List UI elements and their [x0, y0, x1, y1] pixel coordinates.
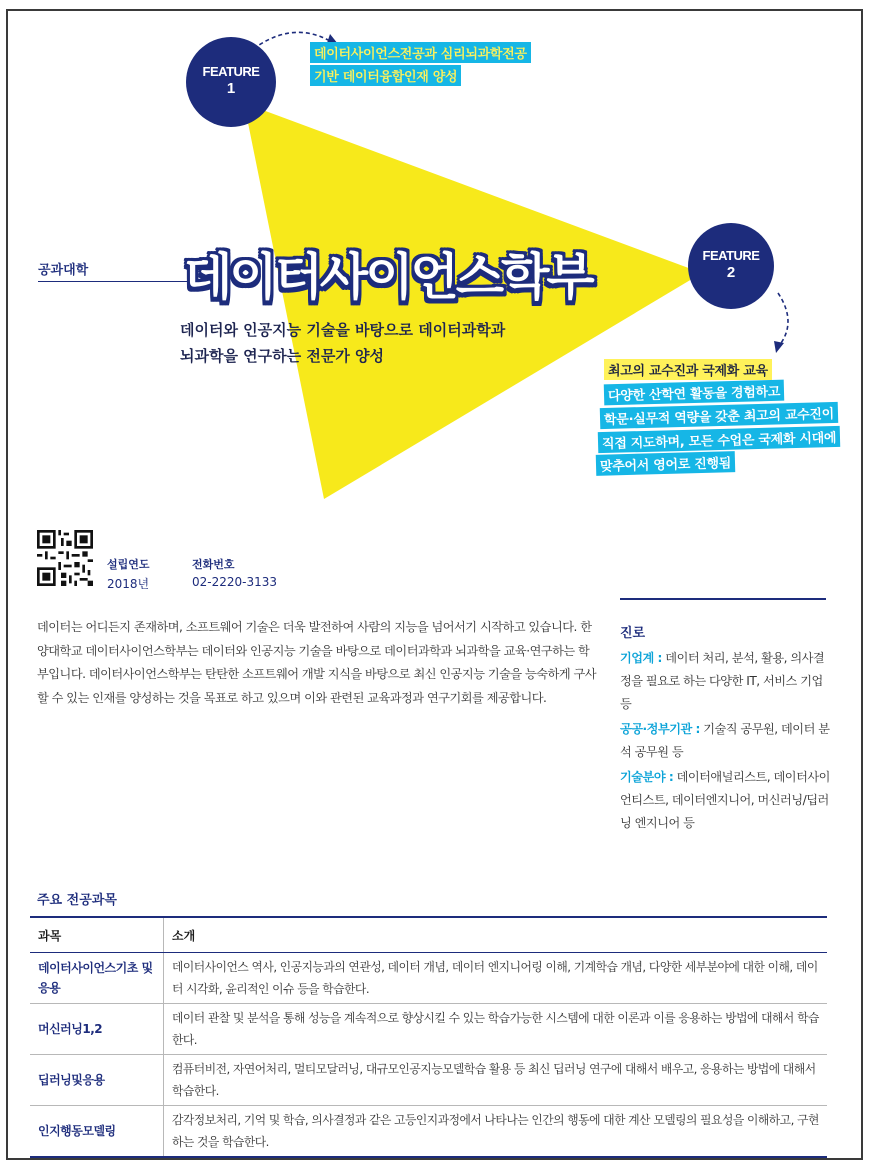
feature-2-number: 2 [726, 264, 736, 281]
founded-info [107, 556, 150, 592]
feature-2-line-3: 직접 지도하며, 모든 수업은 국제화 시대에 [598, 426, 841, 453]
phone-value: 02-2220-3133 [192, 575, 278, 589]
qr-code[interactable] [37, 530, 93, 586]
course-subject: 머신러닝1,2 [30, 1004, 164, 1055]
feature-2-line-2: 학문·실무적 역량을 갖춘 최고의 교수진이 [600, 402, 838, 429]
course-subject: 딥러닝및응용 [30, 1055, 164, 1106]
feature-2-label: FEATURE [702, 248, 760, 263]
courses-table [30, 916, 827, 1158]
brochure-page [6, 9, 863, 1160]
feature-2-heading: 최고의 교수진과 국제화 교육 [604, 359, 772, 380]
college-divider [38, 281, 188, 282]
intro-paragraph: 데이터는 어디든지 존재하며, 소프트웨어 기술은 더욱 발전하여 사람의 지능을 넘어서기 시작하고 있습니다. 한양대학교 데이터사이언스학부는 데이터와 인공지능 기술을 바탕으로 데이터과학과 뇌과학을 교육·연구하는 학부입니다. 데이터사이언스학부는 탄탄한 소프트웨어 개발 지식을 바탕으로 최신 인공지능 기술을 능숙하게 구사할 수 있는 인재를 양성하는 것을 목표로 하고 있으며 이와 관련된 교육과정과 연구기회를 제공합니다. [37, 620, 597, 705]
arrow-head-2 [774, 341, 784, 353]
feature-1-line-2: 기반 데이터융합인재 양성 [310, 65, 461, 86]
column-header-description: 소개 [164, 917, 828, 953]
course-description: 데이터사이언스 역사, 인공지능과의 연관성, 데이터 개념, 데이터 엔지니어링 이해, 기계학습 개념, 다양한 세부분야에 대한 이해, 데이터 시각화, 윤리적인 이슈 등을 학습한다. [164, 953, 828, 1004]
career-list [620, 647, 832, 837]
feature-1-number: 1 [226, 80, 236, 97]
founded-label: 설립연도 [107, 558, 150, 571]
table-header-row [30, 917, 827, 953]
founded-value: 2018년 [107, 577, 150, 591]
feature-1-badge [186, 37, 276, 127]
course-subject: 인지행동모델링 [30, 1106, 164, 1158]
feature-2-line-1: 다양한 산학연 활동을 경험하고 [604, 380, 785, 406]
column-header-subject: 과목 [30, 917, 164, 953]
table-row [30, 1004, 827, 1055]
courses-title: 주요 전공과목 [37, 893, 117, 908]
career-item-key: 공공·정부기관 : [620, 722, 700, 736]
feature-1-line-1: 데이터사이언스전공과 심리뇌과학전공 [310, 42, 531, 63]
page-subtitle [180, 317, 580, 369]
career-divider [620, 598, 826, 600]
career-item-key: 기술분야 : [620, 770, 674, 784]
course-description: 데이터 관찰 및 분석을 통해 성능을 계속적으로 향상시킬 수 있는 학습가능한 시스템에 대한 이론과 이를 응용하는 방법에 대해서 학습한다. [164, 1004, 828, 1055]
course-description: 감각정보처리, 기억 및 학습, 의사결정과 같은 고등인지과정에서 나타나는 인간의 행동에 대한 계산 모델링의 필요성을 이해하고, 구현하는 것을 학습한다. [172, 1113, 819, 1149]
page-title: 데이터사이언스학부 [184, 248, 592, 306]
course-subject: 데이터사이언스기초 및 응용 [30, 953, 164, 1004]
subtitle-line-2: 뇌과학을 연구하는 전문가 양성 [180, 347, 385, 365]
career-item-key: 기업계 : [620, 651, 662, 665]
feature-2-line-4: 맞추어서 영어로 진행됨 [596, 451, 736, 476]
career-item [620, 766, 832, 835]
career-item-text: 기술직 공무원, 데이터 분석 공무원 등 [620, 722, 830, 759]
table-row [30, 953, 827, 1004]
feature-2-badge [688, 223, 774, 309]
table-row [30, 1106, 827, 1158]
feature-1-label: FEATURE [202, 64, 260, 79]
arrow-curve-2 [778, 293, 788, 347]
phone-label: 전화번호 [192, 558, 235, 571]
phone-info [192, 556, 277, 589]
career-item-text: 데이터 처리, 분석, 활용, 의사결정을 필요로 하는 다양한 IT, 서비스 기업 등 [620, 651, 825, 711]
career-item [620, 647, 832, 716]
career-title: 진로 [620, 626, 646, 641]
college-label: 공과대학 [38, 263, 89, 278]
career-item-text: 데이터애널리스트, 데이터사이언티스트, 데이터엔지니어, 머신러닝/딥러닝 엔지니어 등 [620, 770, 830, 830]
course-description: 컴퓨터비전, 자연어처리, 멀티모달러닝, 대규모인공지능모델학습 활용 등 최신 딥러닝 연구에 대해서 배우고, 응용하는 방법에 대해서 학습한다. [164, 1055, 828, 1106]
career-item [620, 718, 832, 764]
subtitle-line-1: 데이터와 인공지능 기술을 바탕으로 데이터과학과 [180, 321, 506, 339]
table-row [30, 1055, 827, 1106]
